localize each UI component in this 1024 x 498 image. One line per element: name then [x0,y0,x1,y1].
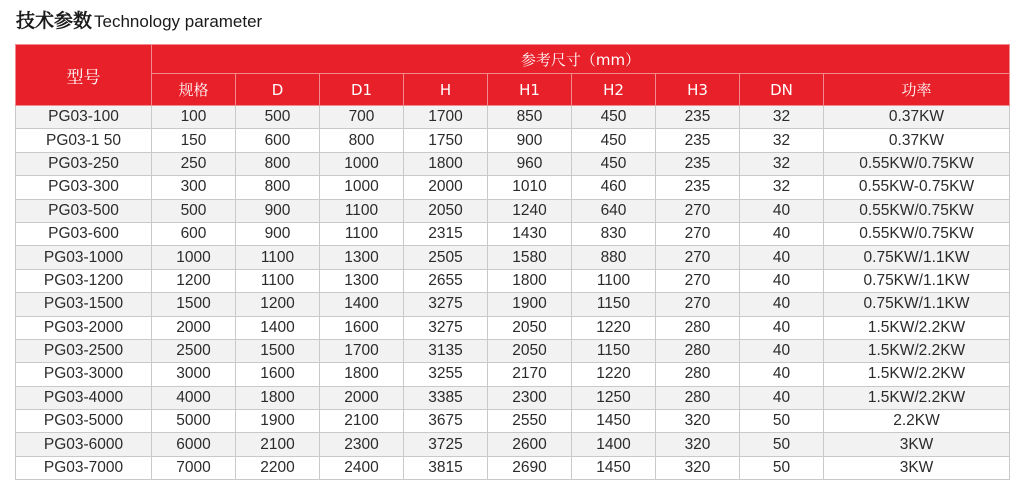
table-cell: 2300 [320,433,404,456]
title-zh: 技术参数 [16,10,93,32]
table-cell: 1600 [236,363,320,386]
table-cell: 2170 [488,363,572,386]
table-cell: 40 [740,199,824,222]
table-row [16,129,1010,152]
table-cell: 40 [740,363,824,386]
table-cell: 0.55KW/0.75KW [824,152,1010,175]
table-cell: 450 [572,106,656,129]
table-cell: 100 [152,106,236,129]
table-cell: 1150 [572,339,656,362]
table-cell: 40 [740,222,824,245]
table-cell: 900 [488,129,572,152]
header-col: 规格 [152,74,236,106]
model-cell: PG03-1000 [16,246,152,269]
table-cell: 5000 [152,410,236,433]
table-cell: 1500 [236,339,320,362]
model-cell: PG03-2500 [16,339,152,362]
table-cell: 2655 [404,269,488,292]
table-cell: 1250 [572,386,656,409]
table-cell: 1580 [488,246,572,269]
table-cell: 1100 [320,199,404,222]
table-cell: 1800 [404,152,488,175]
table-cell: 1100 [236,269,320,292]
table-row [16,363,1010,386]
table-cell: 270 [656,293,740,316]
table-cell: 2100 [320,410,404,433]
table-cell: 1000 [320,152,404,175]
table-row [16,293,1010,316]
table-row [16,199,1010,222]
table-cell: 270 [656,246,740,269]
model-cell: PG03-5000 [16,410,152,433]
table-row [16,433,1010,456]
table-cell: 1100 [572,269,656,292]
table-cell: 700 [320,106,404,129]
table-cell: 800 [236,152,320,175]
table-cell: 300 [152,176,236,199]
table-cell: 1750 [404,129,488,152]
title-en: Technology parameter [94,12,263,31]
table-row [16,246,1010,269]
table-cell: 40 [740,316,824,339]
table-cell: 1900 [488,293,572,316]
table-cell: 3675 [404,410,488,433]
table-cell: 6000 [152,433,236,456]
table-cell: 4000 [152,386,236,409]
table-cell: 2300 [488,386,572,409]
table-cell: 320 [656,456,740,479]
model-cell: PG03-1500 [16,293,152,316]
table-cell: 0.55KW/0.75KW [824,199,1010,222]
table-cell: 2690 [488,456,572,479]
model-cell: PG03-1200 [16,269,152,292]
table-cell: 2315 [404,222,488,245]
model-cell: PG03-100 [16,106,152,129]
table-cell: 1.5KW/2.2KW [824,339,1010,362]
table-cell: 0.75KW/1.1KW [824,269,1010,292]
table-cell: 280 [656,339,740,362]
header-model: 型号 [16,45,152,106]
table-cell: 900 [236,199,320,222]
table-cell: 40 [740,386,824,409]
table-row [16,152,1010,175]
table-cell: 235 [656,129,740,152]
table-cell: 280 [656,363,740,386]
table-cell: 1500 [152,293,236,316]
table-cell: 900 [236,222,320,245]
table-cell: 1900 [236,410,320,433]
table-cell: 0.37KW [824,106,1010,129]
table-cell: 1300 [320,246,404,269]
table-cell: 1300 [320,269,404,292]
model-cell: PG03-1 50 [16,129,152,152]
table-cell: 1430 [488,222,572,245]
table-cell: 2050 [488,316,572,339]
header-col: D1 [320,74,404,106]
page-title [16,6,262,36]
model-cell: PG03-500 [16,199,152,222]
table-row [16,176,1010,199]
header-reference-size: 参考尺寸（mm） [152,45,1010,74]
table-row [16,316,1010,339]
table-cell: 1.5KW/2.2KW [824,386,1010,409]
table-cell: 280 [656,316,740,339]
table-cell: 2000 [152,316,236,339]
table-cell: 3275 [404,293,488,316]
table-cell: 0.75KW/1.1KW [824,293,1010,316]
table-row [16,410,1010,433]
table-cell: 1400 [320,293,404,316]
table-cell: 0.75KW/1.1KW [824,246,1010,269]
table-cell: 235 [656,176,740,199]
table-cell: 150 [152,129,236,152]
table-cell: 32 [740,129,824,152]
header-col: H2 [572,74,656,106]
table-cell: 800 [320,129,404,152]
table-cell: 1450 [572,410,656,433]
header-col: H3 [656,74,740,106]
model-cell: PG03-600 [16,222,152,245]
model-cell: PG03-3000 [16,363,152,386]
table-cell: 0.37KW [824,129,1010,152]
table-cell: 1100 [236,246,320,269]
table-row [16,269,1010,292]
table-cell: 40 [740,269,824,292]
table-cell: 0.55KW-0.75KW [824,176,1010,199]
table-cell: 2200 [236,456,320,479]
table-cell: 320 [656,410,740,433]
table-cell: 450 [572,152,656,175]
table-cell: 600 [152,222,236,245]
table-cell: 1000 [320,176,404,199]
table-cell: 3385 [404,386,488,409]
table-cell: 1220 [572,316,656,339]
table-cell: 1800 [320,363,404,386]
table-cell: 320 [656,433,740,456]
table-cell: 1700 [404,106,488,129]
table-cell: 1400 [572,433,656,456]
table-cell: 3KW [824,456,1010,479]
table-cell: 2505 [404,246,488,269]
table-cell: 1600 [320,316,404,339]
table-row [16,456,1010,479]
header-col: D [236,74,320,106]
table-cell: 2.2KW [824,410,1010,433]
table-cell: 32 [740,152,824,175]
table-cell: 2500 [152,339,236,362]
table-cell: 270 [656,199,740,222]
table-cell: 3275 [404,316,488,339]
table-body [16,106,1010,480]
table-cell: 50 [740,410,824,433]
table-cell: 640 [572,199,656,222]
header-col: H [404,74,488,106]
table-cell: 1.5KW/2.2KW [824,363,1010,386]
table-cell: 800 [236,176,320,199]
table-cell: 280 [656,386,740,409]
model-cell: PG03-4000 [16,386,152,409]
table-cell: 2050 [488,339,572,362]
table-cell: 40 [740,246,824,269]
table-cell: 7000 [152,456,236,479]
table-cell: 32 [740,106,824,129]
table-cell: 235 [656,152,740,175]
table-cell: 3815 [404,456,488,479]
model-cell: PG03-6000 [16,433,152,456]
table-cell: 600 [236,129,320,152]
table-cell: 2100 [236,433,320,456]
table-cell: 3255 [404,363,488,386]
table-cell: 1200 [152,269,236,292]
table-cell: 450 [572,129,656,152]
table-cell: 3000 [152,363,236,386]
table-cell: 1150 [572,293,656,316]
table-cell: 0.55KW/0.75KW [824,222,1010,245]
table-cell: 2600 [488,433,572,456]
model-cell: PG03-2000 [16,316,152,339]
parameter-table [15,44,1010,480]
table-cell: 1800 [488,269,572,292]
table-cell: 32 [740,176,824,199]
table-cell: 2400 [320,456,404,479]
table-cell: 235 [656,106,740,129]
table-cell: 1240 [488,199,572,222]
table-cell: 2050 [404,199,488,222]
header-col: H1 [488,74,572,106]
table-cell: 50 [740,456,824,479]
header-col: 功率 [824,74,1010,106]
table-cell: 270 [656,269,740,292]
table-cell: 880 [572,246,656,269]
table-cell: 1220 [572,363,656,386]
table-cell: 270 [656,222,740,245]
table-cell: 40 [740,339,824,362]
table-cell: 830 [572,222,656,245]
table-cell: 3135 [404,339,488,362]
table-cell: 1700 [320,339,404,362]
table-cell: 1100 [320,222,404,245]
table-cell: 3725 [404,433,488,456]
table-cell: 500 [152,199,236,222]
table-cell: 500 [236,106,320,129]
table-cell: 2000 [404,176,488,199]
table-cell: 1800 [236,386,320,409]
table-cell: 40 [740,293,824,316]
model-cell: PG03-7000 [16,456,152,479]
table-cell: 2550 [488,410,572,433]
table-row [16,339,1010,362]
table-row [16,386,1010,409]
table-cell: 2000 [320,386,404,409]
table-cell: 1010 [488,176,572,199]
table-cell: 1000 [152,246,236,269]
table-cell: 250 [152,152,236,175]
header-col: DN [740,74,824,106]
table-cell: 1200 [236,293,320,316]
table-cell: 50 [740,433,824,456]
table-cell: 3KW [824,433,1010,456]
table-cell: 960 [488,152,572,175]
table-row [16,222,1010,245]
table-header [16,45,1010,106]
table-cell: 1400 [236,316,320,339]
table-cell: 1450 [572,456,656,479]
table-cell: 850 [488,106,572,129]
table-row [16,106,1010,129]
model-cell: PG03-250 [16,152,152,175]
table-cell: 1.5KW/2.2KW [824,316,1010,339]
model-cell: PG03-300 [16,176,152,199]
table-cell: 460 [572,176,656,199]
